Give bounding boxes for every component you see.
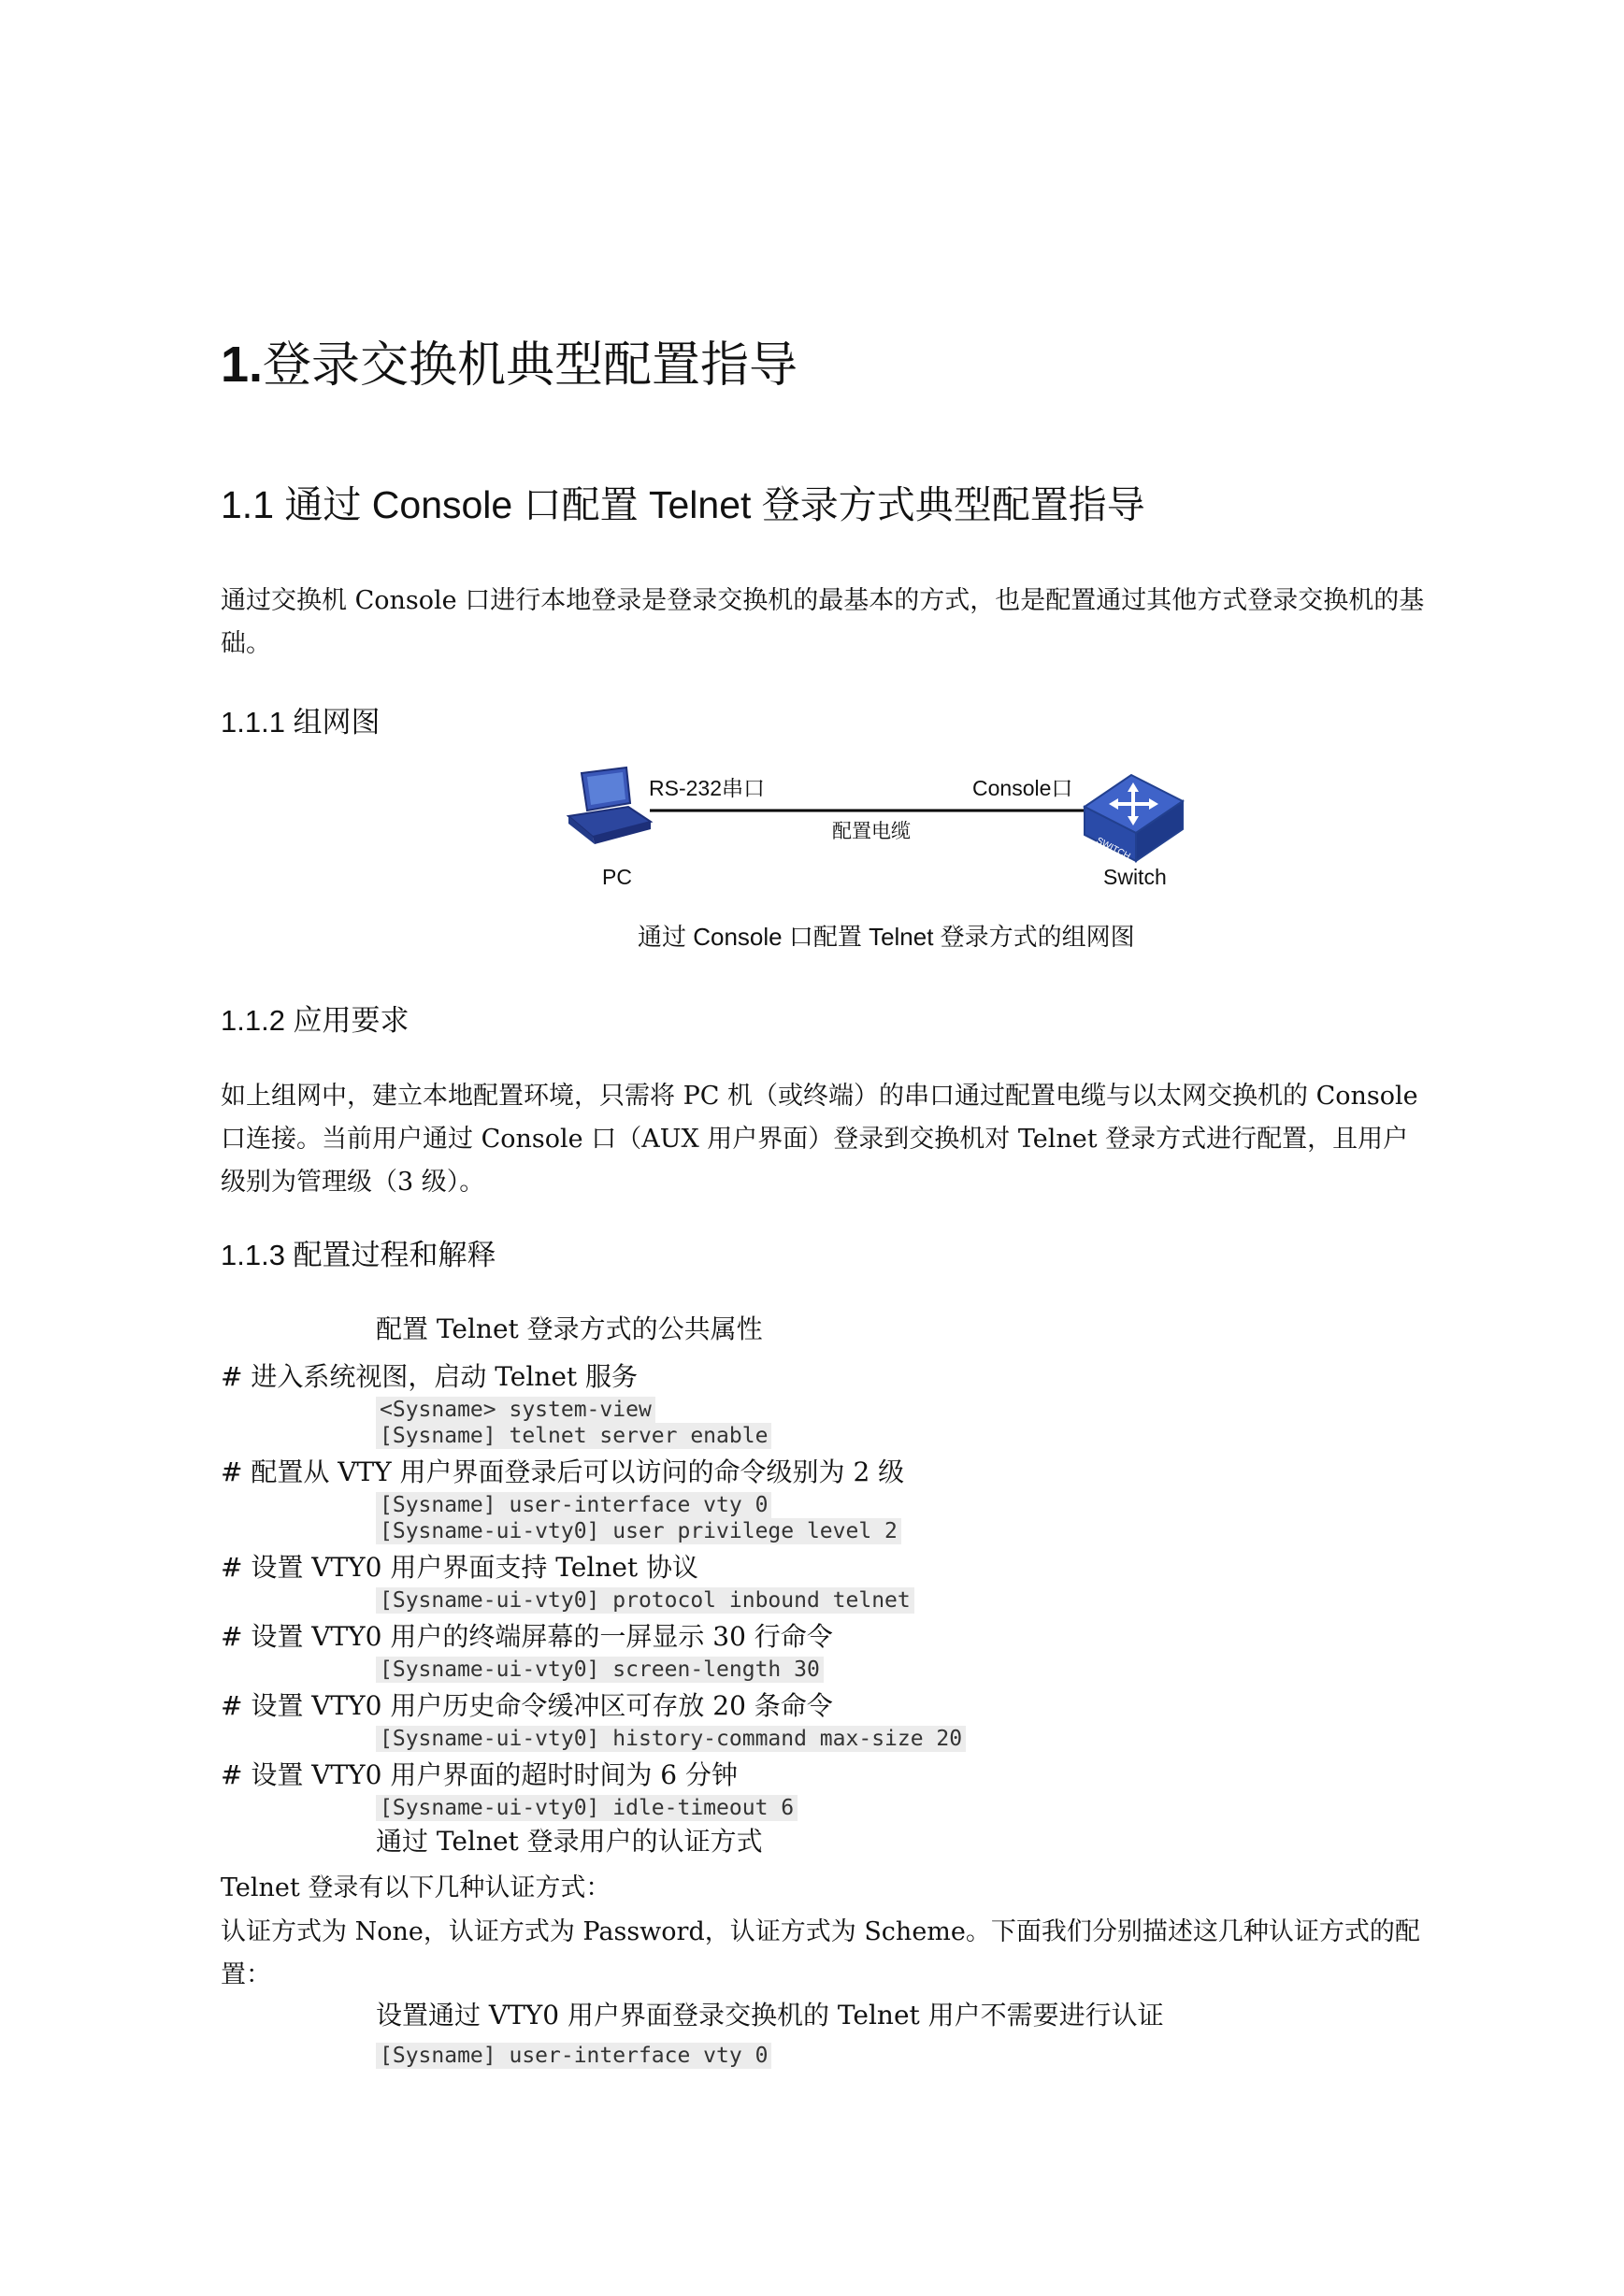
code-line: [Sysname-ui-vty0] idle-timeout 6 [376,1795,798,1821]
rs232-port-label: RS-232串口 [649,776,765,800]
code-line: [Sysname] telnet server enable [376,1423,771,1449]
auth-methods-title: 通过 Telnet 登录用户的认证方式 [376,1826,763,1857]
code-line: [Sysname-ui-vty0] user privilege level 2 [376,1518,901,1544]
step-comment: # 设置 VTY0 用户界面的超时时间为 6 分钟 [221,1759,738,1790]
step-comment: # 设置 VTY0 用户的终端屏幕的一屏显示 30 行命令 [221,1621,833,1652]
code-line: [Sysname-ui-vty0] protocol inbound telnet [376,1587,914,1614]
subsection-config-process: 1.1.3 配置过程和解释 [221,1239,496,1271]
switch-icon [1085,775,1183,862]
step-comment: # 设置 VTY0 用户界面支持 Telnet 协议 [221,1552,699,1583]
code-line: <Sysname> system-view [376,1397,655,1423]
section-heading: 1.1 通过 Console 口配置 Telnet 登录方式典型配置指导 [221,483,1145,526]
chapter-title: 登录交换机典型配置指导 [263,337,798,394]
network-diagram [561,762,1234,930]
pc-icon [568,768,651,844]
subsection-requirements: 1.1.2 应用要求 [221,1004,410,1037]
code-line: [Sysname-ui-vty0] history-command max-size 20 [376,1726,966,1752]
pc-label: PC [602,865,632,889]
chapter-heading [221,327,798,403]
step-comment: # 进入系统视图，启动 Telnet 服务 [221,1361,639,1392]
diagram-caption: 通过 Console 口配置 Telnet 登录方式的组网图 [638,923,1135,951]
subsection-network-diagram: 1.1.1 组网图 [221,706,381,739]
console-port-label: Console口 [972,776,1073,800]
auth-methods-paragraph: 认证方式为 None，认证方式为 Password，认证方式为 Scheme。下面我们分别描述这几种认证方式的配置： [221,1917,1420,1989]
public-attributes-title: 配置 Telnet 登录方式的公共属性 [376,1313,763,1344]
switch-label-on-icon: SWITCH [1094,835,1132,863]
step-comment: # 配置从 VTY 用户界面登录后可以访问的命令级别为 2 级 [221,1457,905,1487]
code-line: [Sysname] user-interface vty 0 [376,1492,771,1518]
no-auth-title: 设置通过 VTY0 用户界面登录交换机的 Telnet 用户不需要进行认证 [376,2000,1164,2031]
requirements-paragraph: 如上组网中，建立本地配置环境，只需将 PC 机（或终端）的串口通过配置电缆与以太网交换机的 Console 口连接。当前用户通过 Console 口（AUX 用户界面）登录到交换机对 Telnet 登录方式进行配置，且用户级别为管理级（3 级）。 [221,1082,1418,1197]
cable-label: 配置电缆 [832,820,911,842]
chapter-number: 1. [221,337,264,393]
code-line: [Sysname] user-interface vty 0 [376,2043,771,2069]
step-comment: # 设置 VTY0 用户历史命令缓冲区可存放 20 条命令 [221,1690,833,1721]
auth-intro: Telnet 登录有以下几种认证方式： [221,1873,611,1902]
switch-label: Switch [1103,865,1167,889]
intro-paragraph: 通过交换机 Console 口进行本地登录是登录交换机的最基本的方式，也是配置通过其他方式登录交换机的基础。 [221,586,1425,658]
code-line: [Sysname-ui-vty0] screen-length 30 [376,1657,824,1683]
